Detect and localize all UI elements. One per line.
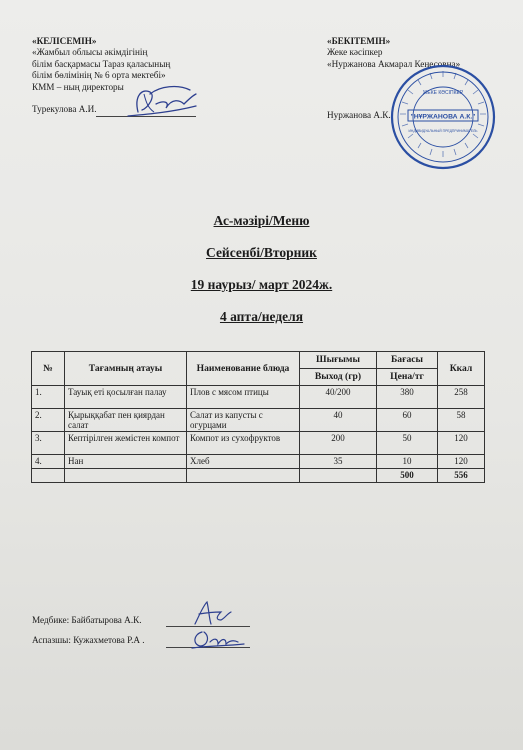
col-header-yield-ru: Выход (гр) [300,369,377,386]
col-header-name-ru: Наименование блюда [187,352,300,386]
cell-price: 10 [377,455,438,469]
stamp-top-text: ЖЕКЕ КӘСІПКЕР [422,90,464,96]
cook-signature [188,624,248,652]
entrepreneur-stamp [388,62,498,172]
col-header-name-kz: Тағамның атауы [65,352,187,386]
cell-empty [187,469,300,483]
cell-price: 380 [377,386,438,409]
col-header-price-ru: Цена/тг [377,369,438,386]
cell-name-kz: Нан [65,455,187,469]
stamp-inner-text: ИНДИВИДУАЛЬНЫЙ ПРЕДПРИНИМАТЕЛЬ [408,129,478,133]
cell-num: 3. [32,432,65,455]
approval-title-left: «КЕЛІСЕМІН» [32,36,97,46]
cell-yield: 40/200 [300,386,377,409]
day-title: Сейсенбі/Вторник [206,245,317,260]
cell-empty [65,469,187,483]
total-price: 500 [377,469,438,483]
approval-line: білім басқармасы Тараз қаласының [32,58,171,69]
week-title: 4 апта/неделя [219,309,304,324]
col-header-num: № [32,352,65,386]
cell-num: 1. [32,386,65,409]
cell-yield: 35 [300,455,377,469]
cell-yield: 200 [300,432,377,455]
cell-num: 4. [32,455,65,469]
cell-name-ru: Компот из сухофруктов [187,432,300,455]
cell-price: 50 [377,432,438,455]
menu-title: Ас-мәзірі/Меню [213,213,310,228]
cell-name-ru: Хлеб [187,455,300,469]
cell-kcal: 258 [438,386,485,409]
cell-name-kz: Қырыққабат пен қиярдан салат [65,409,187,432]
approval-line: КММ – ның директоры [32,81,124,92]
col-header-price-kz: Бағасы [377,352,438,369]
approval-line: «Жамбыл облысы әкімдігінің [32,47,148,58]
signer-left: Турекулова А.И. [32,104,97,114]
col-header-kcal: Ккал [438,352,485,386]
cell-kcal: 58 [438,409,485,432]
approval-line: «Нуржанова Акмарал Кенесовна» [327,58,461,69]
cell-name-ru: Плов с мясом птицы [187,386,300,409]
medic-line: Медбике: Байбатырова А.К. [32,615,142,625]
cell-name-kz: Кептірілген жемістен компот [65,432,187,455]
cell-kcal: 120 [438,455,485,469]
table-row [32,432,485,455]
stamp-center-text: "НҰРЖАНОВА А.К." [410,113,476,121]
table-total-row [32,469,485,483]
menu-table [31,351,485,483]
cell-yield: 40 [300,409,377,432]
approval-title-right: «БЕКІТЕМІН» [327,36,391,46]
cook-line: Аспазшы: Кужахметова Р.А . [32,635,145,645]
table-row [32,386,485,409]
table-header-row [32,352,485,369]
table-row [32,455,485,469]
cell-empty [32,469,65,483]
col-header-yield-kz: Шығымы [300,352,377,369]
total-kcal: 556 [438,469,485,483]
cell-name-kz: Тауық еті қосылған палау [65,386,187,409]
cell-name-ru: Салат из капусты с огурцами [187,409,300,432]
cell-price: 60 [377,409,438,432]
director-signature [120,82,200,122]
cell-empty [300,469,377,483]
table-row [32,409,485,432]
cell-kcal: 120 [438,432,485,455]
cell-num: 2. [32,409,65,432]
approval-line: білім бөлімінің № 6 орта мектебі» [32,70,166,81]
date-title: 19 наурыз/ март 2024ж. [190,277,333,292]
signer-right: Нуржанова А.К. [327,110,391,120]
approval-line: Жеке кәсіпкер [327,47,383,58]
